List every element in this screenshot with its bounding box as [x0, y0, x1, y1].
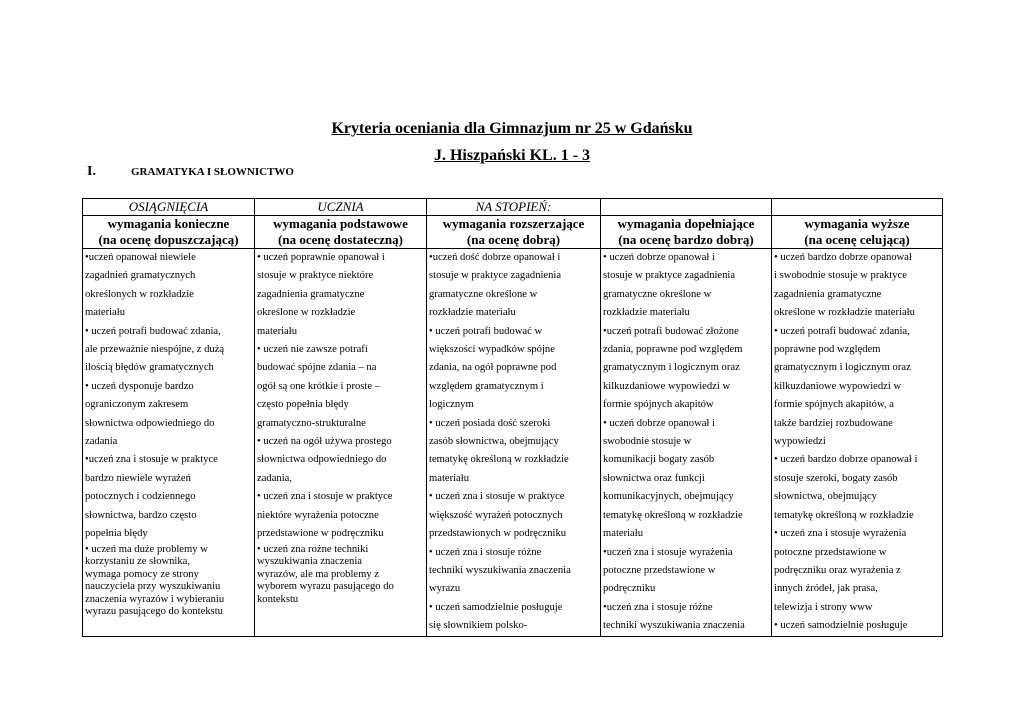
header-wyzsze — [772, 216, 943, 249]
header-line: wymagania podstawowe — [273, 216, 408, 231]
criterion-line: •uczeń zna i stosuje wyrażenia — [603, 546, 733, 558]
criterion-line: przedstawione w podręczniku — [257, 528, 384, 540]
criterion-line: budować spójne zdania – na — [257, 362, 377, 374]
criterion-line: • uczeń bardzo dobrze opanował i — [774, 454, 918, 466]
criterion-line: logicznym — [429, 399, 474, 411]
criterion-line: przedstawionych w podręczniku — [429, 528, 567, 540]
criterion-line: często popełnia błędy — [257, 399, 349, 411]
criterion-line: • uczeń potrafi budować w — [429, 325, 543, 337]
criterion-line: gramatyczno-strukturalne — [257, 417, 366, 429]
criterion-line: bardzo niewiele wyrażeń — [85, 472, 191, 484]
criterion-line: tematykę określoną w rozkładzie — [603, 509, 743, 521]
header-dopelniajace — [601, 216, 772, 249]
top-cell-osiagniecia: OSIĄGNIĘCIA — [83, 199, 255, 216]
criterion-line: • uczeń zna i stosuje różne — [429, 546, 542, 558]
criterion-line: słownictwa oraz funkcji — [603, 472, 705, 484]
top-cell-empty-4 — [601, 199, 772, 216]
table-body-row — [83, 249, 943, 637]
criterion-line: • uczeń potrafi budować zdania, — [85, 325, 221, 337]
criterion-line: •uczeń zna i stosuje różne — [603, 601, 713, 613]
criterion-line: ilością błędów gramatycznych — [85, 362, 214, 374]
criterion-line: • uczeń samodzielnie posługuje — [429, 601, 563, 613]
criterion-line: większości wypadków spójne — [429, 344, 555, 356]
criterion-line: rozkładzie materiału — [603, 307, 690, 319]
criterion-line: potocznych i codziennego — [85, 491, 196, 503]
criterion-line: tematykę określoną w rozkładzie — [429, 454, 569, 466]
criterion-line: zdania, na ogół poprawne pod — [429, 362, 557, 374]
criterion-line: telewizja i strony www — [774, 601, 873, 613]
criterion-line: zadania — [85, 436, 118, 448]
document-title: Kryteria oceniania dla Gimnazjum nr 25 w Gdańsku — [331, 120, 693, 137]
header-rozszerzajace — [427, 216, 601, 249]
criterion-line: materiału — [429, 472, 470, 484]
section-heading — [87, 164, 294, 180]
criterion-line: wypowiedzi — [774, 436, 826, 448]
header-line: wymagania konieczne — [107, 216, 230, 231]
criterion-line: ograniczonym zakresem — [85, 399, 189, 411]
criterion-line: • uczeń zna i stosuje w praktyce — [257, 491, 393, 503]
cell-rozszerzajace — [427, 249, 601, 637]
criterion-line: potoczne przedstawione w — [603, 564, 716, 576]
criterion-line: • uczeń dobrze opanował i — [603, 252, 715, 263]
section-number: I. — [87, 164, 96, 179]
criterion-line: także bardziej rozbudowane — [774, 417, 893, 429]
criterion-line: większość wyrażeń potocznych — [429, 509, 563, 521]
criterion-line: • uczeń na ogół używa prostego — [257, 436, 392, 448]
criterion-line: •uczeń opanował niewiele — [85, 252, 196, 263]
criterion-line: wymaga pomocy ze strony — [85, 568, 199, 580]
cell-konieczne — [83, 249, 255, 637]
header-grade: (na ocenę bardzo dobrą) — [618, 232, 754, 247]
criterion-line: formie spójnych akapitów, a — [774, 399, 894, 411]
criterion-line: gramatycznym i logicznym oraz — [774, 362, 911, 374]
criterion-line: podręczniku — [603, 583, 656, 595]
table-top-row — [83, 199, 943, 216]
criterion-line: •uczeń potrafi budować złożone — [603, 325, 739, 337]
criterion-line: wyrazu — [429, 583, 461, 595]
header-line: wymagania rozszerzające — [442, 216, 585, 231]
top-cell-na-stopien: NA STOPIEŃ: — [427, 199, 601, 216]
criterion-line: • uczeń samodzielnie posługuje — [774, 620, 908, 632]
criterion-line: słownictwa, obejmujący — [774, 491, 877, 503]
criterion-line: określone w rozkładzie — [257, 307, 356, 319]
criterion-line: słownictwa, bardzo często — [85, 509, 197, 521]
criterion-line: • uczeń poprawnie opanował i — [257, 252, 385, 263]
document-subtitle: J. Hiszpański KL. 1 - 3 — [433, 147, 591, 164]
cell-dopelniajace — [601, 249, 772, 637]
criterion-line: ale przeważnie niespójne, z dużą — [85, 344, 225, 356]
criterion-line: kilkuzdaniowe wypowiedzi w — [603, 380, 731, 392]
criterion-line: stosuje w praktyce niektóre — [257, 270, 374, 282]
criterion-line: wyrazu pasującego do kontekstu — [85, 606, 223, 618]
cell-wyzsze — [772, 249, 943, 637]
criterion-line: nauczyciela przy wyszukiwaniu — [85, 581, 221, 593]
criterion-line: komunikacji bogaty zasób — [603, 454, 715, 466]
criterion-line: zadania, — [257, 472, 292, 484]
header-grade: (na ocenę celującą) — [804, 232, 910, 247]
criterion-line: słownictwa odpowiedniego do — [85, 417, 215, 429]
criterion-line: zdania, poprawne pod względem — [603, 344, 743, 356]
criterion-line: •uczeń zna i stosuje w praktyce — [85, 454, 218, 466]
criterion-line: tematykę określoną w rozkładzie — [774, 509, 914, 521]
criterion-line: popełnia błędy — [85, 528, 148, 540]
criterion-line: słownictwa odpowiedniego do — [257, 454, 387, 466]
criterion-line: rozkładzie materiału — [429, 307, 516, 319]
criterion-line: komunikacyjnych, obejmujący — [603, 491, 734, 503]
criterion-line: ogół są one krótkie i proste – — [257, 380, 380, 392]
criterion-line: kilkuzdaniowe wypowiedzi w — [774, 380, 902, 392]
criterion-line: poprawne pod względem — [774, 344, 881, 356]
criterion-line: zasób słownictwa, obejmujący — [429, 436, 559, 448]
criterion-line: gramatyczne określone w — [603, 288, 712, 300]
criterion-line: zagadnienia gramatyczne — [774, 288, 882, 300]
criterion-line: materiału — [257, 325, 298, 337]
criterion-line: się słownikiem polsko- — [429, 620, 528, 632]
criterion-line: znaczenia wyrazów i wybieraniu — [85, 593, 225, 605]
header-line: wymagania wyższe — [804, 216, 910, 231]
cell-podstawowe — [255, 249, 427, 637]
criteria-table — [82, 198, 943, 637]
criterion-line: niektóre wyrażenia potoczne — [257, 509, 379, 521]
header-grade: (na ocenę dostateczną) — [278, 232, 403, 247]
criterion-line: korzystaniu ze słownika, — [85, 556, 191, 568]
criterion-line: • uczeń zna i stosuje w praktyce — [429, 491, 565, 503]
criterion-line: techniki wyszukiwania znaczenia — [429, 564, 571, 576]
criterion-line: gramatyczne określone w — [429, 288, 538, 300]
criterion-line: techniki wyszukiwania znaczenia — [603, 620, 745, 632]
criterion-line: innych źródeł, jak prasa, — [774, 583, 878, 595]
header-grade: (na ocenę dobrą) — [466, 232, 561, 247]
criterion-line: określonych w rozkładzie — [85, 288, 194, 300]
criterion-line: • uczeń nie zawsze potrafi — [257, 344, 368, 356]
criterion-line: względem gramatycznym i — [429, 380, 544, 392]
top-cell-ucznia: UCZNIA — [255, 199, 427, 216]
criterion-line: stosuje w praktyce zagadnienia — [429, 270, 562, 282]
header-konieczne — [83, 216, 255, 249]
criterion-line: wyrazów, ale ma problemy z — [257, 568, 379, 580]
criterion-line: • uczeń bardzo dobrze opanował — [774, 252, 912, 263]
criterion-line: • uczeń zna i stosuje wyrażenia — [774, 528, 907, 540]
criterion-line: • uczeń zna rożne techniki — [257, 543, 369, 555]
criterion-line: zagadnienia gramatyczne — [257, 288, 365, 300]
header-grade: (na ocenę dopuszczającą) — [98, 232, 239, 247]
criterion-line: stosuje szeroki, bogaty zasób — [774, 472, 898, 484]
criterion-line: stosuje w praktyce zagadnienia — [603, 270, 736, 282]
criterion-line: potoczne przedstawione w — [774, 546, 887, 558]
criterion-line: materiału — [603, 528, 644, 540]
criterion-line: i swobodnie stosuje w praktyce — [774, 270, 907, 282]
criterion-line: wyszukiwania znaczenia — [257, 556, 363, 568]
criterion-line: określone w rozkładzie materiału — [774, 307, 915, 319]
criterion-line: wyborem wyrazu pasującego do — [257, 581, 394, 593]
criterion-line: swobodnie stosuje w — [603, 436, 692, 448]
criterion-line: formie spójnych akapitów — [603, 399, 714, 411]
criterion-line: materiału — [85, 307, 126, 319]
criterion-line: zagadnień gramatycznych — [85, 270, 196, 282]
criterion-line: • uczeń dysponuje bardzo — [85, 380, 194, 392]
criterion-line: podręczniku oraz wyrażenia z — [774, 564, 901, 576]
top-cell-empty-5 — [772, 199, 943, 216]
criterion-line: gramatycznym i logicznym oraz — [603, 362, 740, 374]
section-title: GRAMATYKA I SŁOWNICTWO — [131, 166, 294, 178]
criterion-line: •uczeń dość dobrze opanował i — [429, 252, 561, 263]
criterion-line: • uczeń ma duże problemy w — [85, 543, 208, 555]
criterion-line: • uczeń potrafi budować zdania, — [774, 325, 910, 337]
header-line: wymagania dopełniające — [617, 216, 755, 231]
criterion-line: • uczeń posiada dość szeroki — [429, 417, 551, 429]
header-podstawowe — [255, 216, 427, 249]
table-header-row — [83, 216, 943, 249]
criterion-line: • uczeń dobrze opanował i — [603, 417, 715, 429]
criterion-line: kontekstu — [257, 593, 299, 605]
